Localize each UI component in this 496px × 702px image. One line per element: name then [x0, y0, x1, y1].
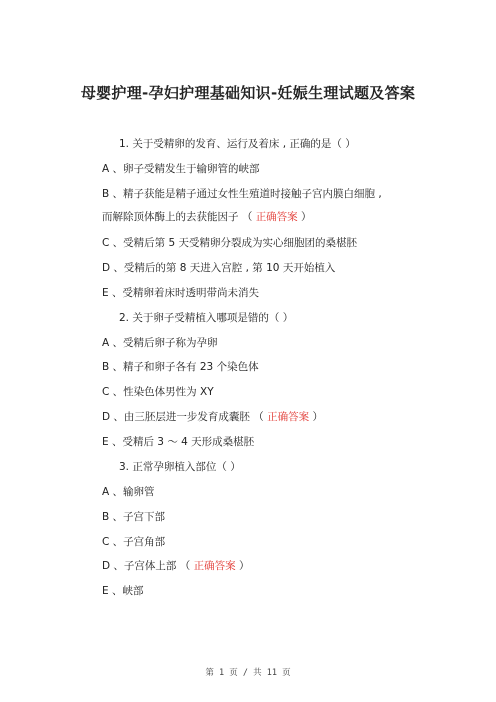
line-text: D 、受精后的第 8 天进入宫腔 , 第 10 天开始植入	[102, 262, 336, 274]
question-1	[119, 137, 356, 151]
line-text: C 、性染色体男性为 XY	[102, 386, 214, 398]
line-suffix: ）	[309, 411, 323, 423]
option-1b	[102, 187, 382, 201]
page-footer: 第 1 页 / 共 11 页	[205, 668, 291, 678]
page-title: 母婴护理-孕妇护理基础知识-妊娠生理试题及答案	[80, 84, 416, 102]
correct-answer-tag: 正确答案	[193, 560, 236, 572]
line-text: D 、子宫体上部 （	[102, 560, 194, 572]
option-1a	[102, 162, 260, 176]
question-2	[119, 311, 293, 325]
line-text: D 、由三胚层进一步发育成囊胚 （	[102, 411, 268, 423]
line-text: C 、子宫角部	[102, 536, 166, 548]
option-1d	[102, 261, 335, 275]
line-text: B 、子宫下部	[102, 511, 166, 523]
line-text: 1. 关于受精卵的发育、运行及着床 , 正确的是（ ）	[119, 138, 356, 150]
line-suffix: ）	[235, 560, 250, 572]
option-2e	[102, 435, 254, 449]
line-text: A 、卵子受精发生于输卵管的峡部	[102, 163, 260, 175]
option-3c	[102, 535, 165, 549]
option-2a	[102, 336, 218, 350]
line-suffix: ）	[297, 211, 312, 223]
line-text: B 、精子和卵子各有 23 个染色体	[102, 361, 259, 373]
line-text: 3. 正常孕卵植入部位（ ）	[119, 461, 241, 473]
option-3b	[102, 510, 165, 524]
option-3e	[102, 584, 143, 598]
option-1b-continued	[102, 210, 312, 224]
option-1c	[102, 236, 357, 250]
line-text: 而解除顶体酶上的去获能因子 （	[102, 211, 256, 223]
line-text: A 、受精后卵子称为孕卵	[102, 337, 218, 349]
correct-answer-tag: 正确答案	[255, 211, 298, 223]
correct-answer-tag: 正确答案	[267, 411, 310, 423]
question-3	[119, 460, 241, 474]
line-text: C 、受精后第 5 天受精卵分裂成为实心细胞团的桑椹胚	[102, 237, 358, 249]
option-3d	[102, 559, 249, 573]
line-text: A 、输卵管	[102, 486, 155, 498]
option-2c	[102, 385, 214, 399]
line-text: E 、受精卵着床时透明带尚未消失	[102, 287, 259, 299]
line-text: E 、峡部	[102, 585, 144, 597]
option-2b	[102, 360, 259, 374]
option-2d	[102, 410, 323, 424]
line-text: B 、精子获能是精子通过女性生殖道时接触子宫内膜白细胞 ,	[102, 188, 382, 200]
line-text: 2. 关于卵子受精植入哪项是错的（ ）	[119, 312, 294, 324]
option-3a	[102, 485, 155, 499]
line-text: E 、受精后 3 ～ 4 天形成桑椹胚	[102, 436, 255, 448]
option-1e	[102, 286, 259, 300]
